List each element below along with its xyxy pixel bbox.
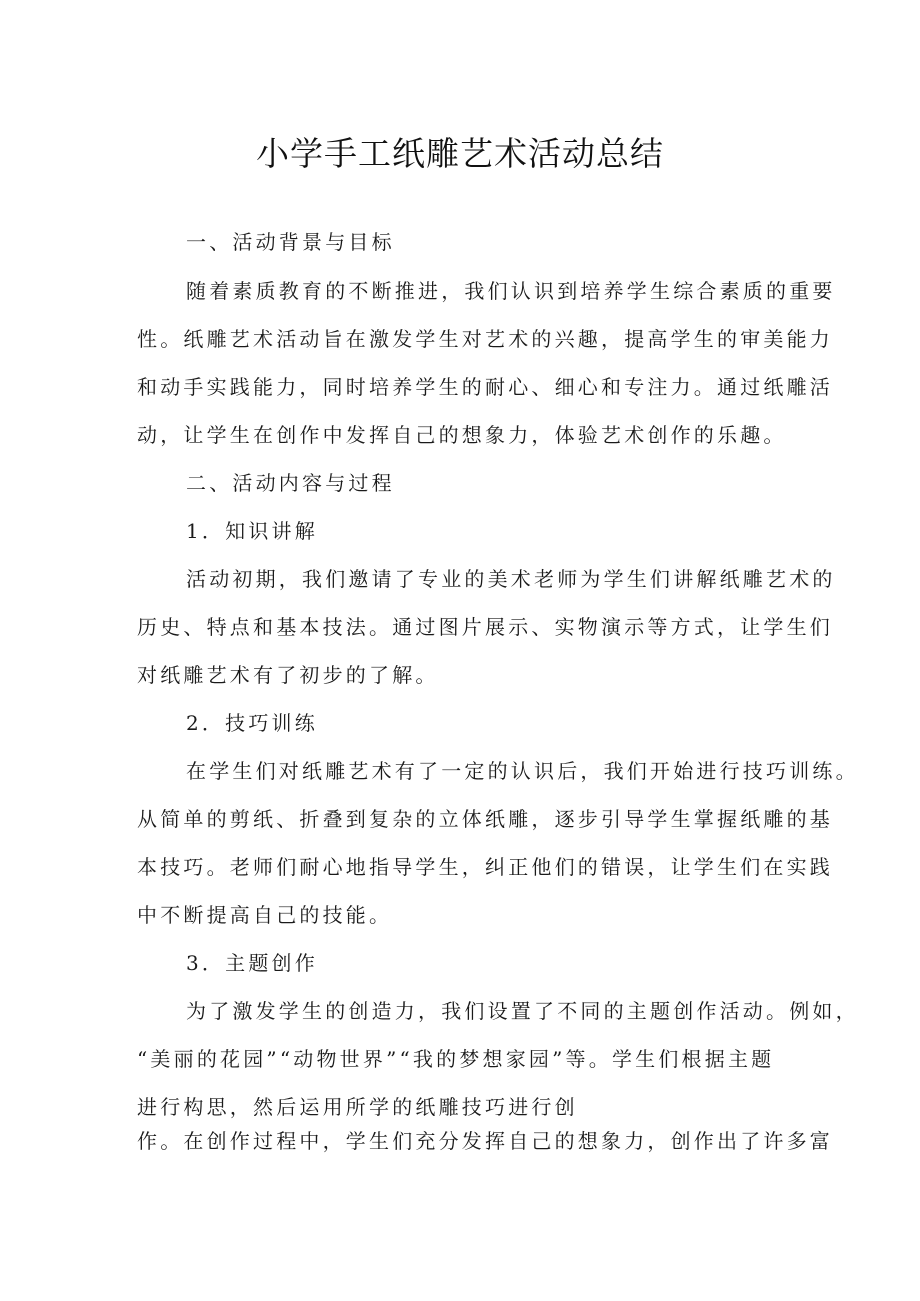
- section-heading-background-goals: 一、活动背景与目标: [186, 230, 395, 254]
- paragraph-line: 进行构思，然后运用所学的纸雕技巧进行创: [137, 1095, 578, 1119]
- paragraph-line: 和动手实践能力，同时培养学生的耐心、细心和专注力。通过纸雕活: [137, 375, 833, 399]
- paragraph-line: 本技巧。老师们耐心地指导学生，纠正他们的错误，让学生们在实践: [137, 855, 833, 879]
- paragraph-line: 动，让学生在创作中发挥自己的想象力，体验艺术创作的乐趣。: [137, 423, 787, 447]
- subheading-skills: 2．技巧训练: [186, 711, 318, 735]
- paragraph-line: 活动初期，我们邀请了专业的美术老师为学生们讲解纸雕艺术的: [186, 567, 836, 591]
- paragraph-line: 历史、特点和基本技法。通过图片展示、实物演示等方式，让学生们: [137, 615, 833, 639]
- paragraph-line: 随着素质教育的不断推进，我们认识到培养学生综合素质的重要: [186, 279, 836, 303]
- paragraph-line: 性。纸雕艺术活动旨在激发学生对艺术的兴趣，提高学生的审美能力: [137, 327, 833, 351]
- subheading-knowledge: 1．知识讲解: [186, 519, 318, 543]
- document-title: 小学手工纸雕艺术活动总结: [256, 134, 664, 173]
- section-heading-content-process: 二、活动内容与过程: [186, 471, 395, 495]
- paragraph-line: 从简单的剪纸、折叠到复杂的立体纸雕，逐步引导学生掌握纸雕的基: [137, 807, 833, 831]
- paragraph-line: 对纸雕艺术有了初步的了解。: [137, 663, 439, 687]
- paragraph-line: 为了激发学生的创造力，我们设置了不同的主题创作活动。例如，: [186, 999, 859, 1023]
- subheading-theme-creation: 3．主题创作: [186, 951, 318, 975]
- paragraph-line: 在学生们对纸雕艺术有了一定的认识后，我们开始进行技巧训练。: [186, 759, 859, 783]
- paragraph-line: “美丽的花园”“动物世界”“我的梦想家园”等。学生们根据主题: [137, 1047, 775, 1071]
- paragraph-line: 作。在创作过程中，学生们充分发挥自己的想象力，创作出了许多富: [137, 1129, 833, 1153]
- paragraph-line: 中不断提高自己的技能。: [137, 903, 393, 927]
